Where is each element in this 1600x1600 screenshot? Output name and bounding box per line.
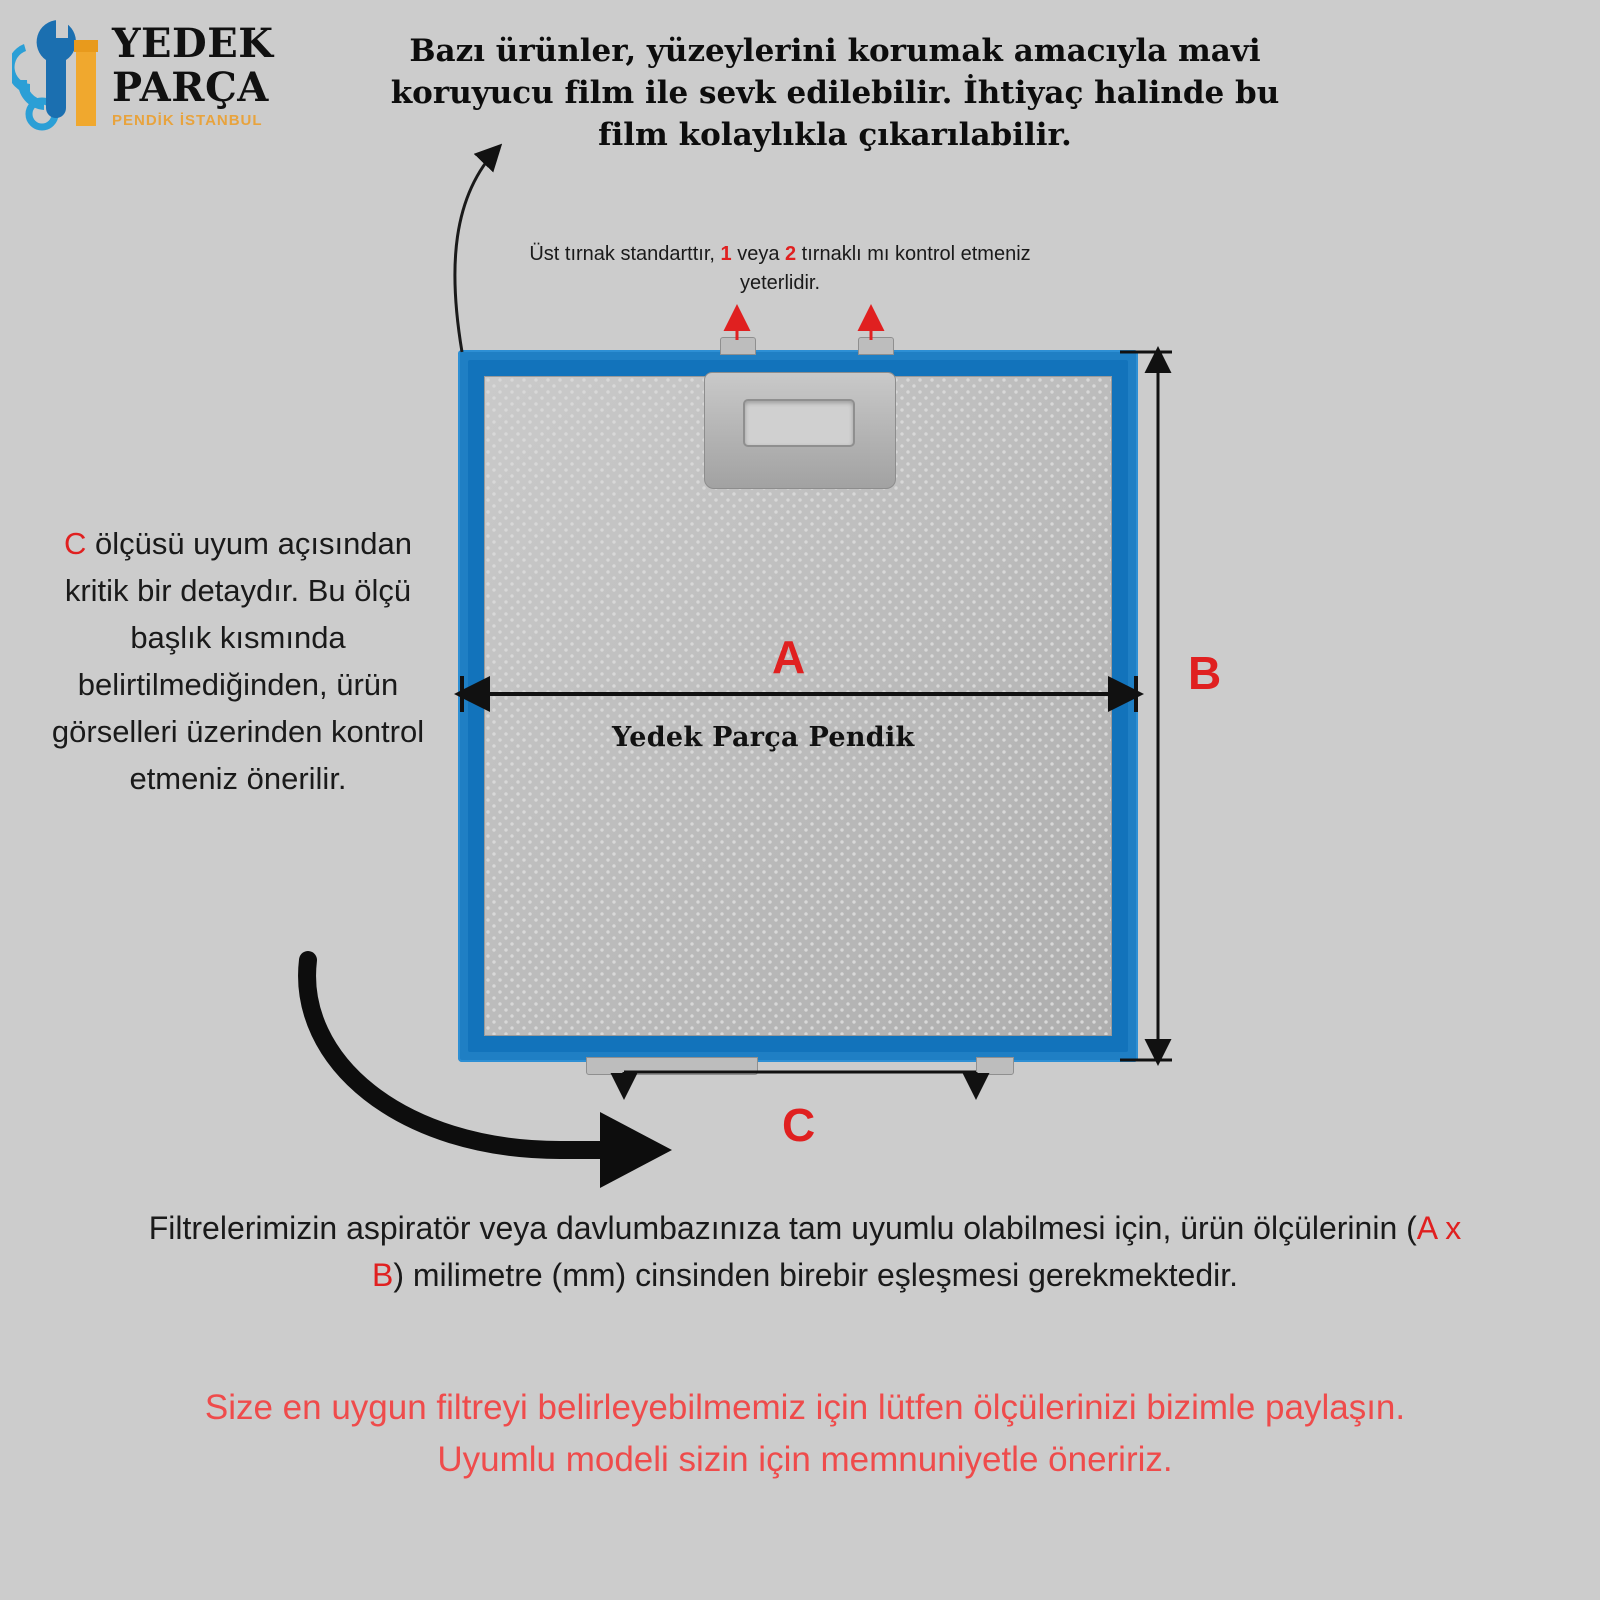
heading-curved-arrow [455,148,498,352]
left-note-big-arrowhead [600,1112,672,1188]
tab-note-part3: tırnaklı mı kontrol etmeniz yeterlidir. [739,243,1031,294]
filter-illustration [458,350,1138,1062]
bottom-note-part2: ) milimetre (mm) cinsinden birebir eşleşmesi gerekmektedir. [393,1257,1238,1293]
bottom-tab-2 [976,1057,1014,1075]
bottom-red-note: Size en uygun filtreyi belirleyebilmemiz için lütfen ölçülerinizi bizimle paylaşın. Uyumlu modeli sizin için memnuniyetle öneririz. [204,1388,1406,1479]
left-note [28,520,448,802]
brand-logo [8,8,308,148]
dimension-label-b: B [1188,647,1222,699]
tab-note-num2: 2 [785,243,797,265]
tab-note-part1: Üst tırnak standarttır, [529,243,721,265]
logo-text-block [112,22,312,129]
top-tab-2 [858,337,894,355]
bottom-note [130,1205,1480,1299]
watermark-text: Yedek Parça Pendik [612,722,915,753]
logo-line-2: PARÇA [112,64,269,111]
bottom-note-ab: A x B [371,1210,1462,1293]
logo-line-1: YEDEK [112,20,274,67]
left-note-c-label: C [63,526,87,561]
filter-handle-slot [743,399,855,447]
bottom-note-part1: Filtrelerimizin aspiratör veya davlumbazınıza tam uyumlu olabilmesi için, ürün ölçülerinin ( [148,1210,1417,1246]
dimension-label-a: A [772,631,806,683]
left-note-text: ölçüsü uyum açısından kritik bir detaydır. Bu ölçü başlık kısmında belirtilmediğinden, ürün görselleri üzerinden kontrol etmeniz önerilir. [51,526,425,796]
dimension-label-c: C [782,1099,816,1151]
logo-subtitle: PENDİK İSTANBUL [112,112,263,129]
tab-note [520,240,1040,298]
filter-handle [704,372,896,489]
bottom-tab-1 [586,1057,758,1075]
wrench-gear-logo-icon [12,14,112,134]
top-heading: Bazı ürünler, yüzeylerini korumak amacıyla mavi koruyucu film ile sevk edilebilir. İhtiyaç halinde bu film kolaylıkla çıkarılabilir. [390,33,1280,153]
tab-note-num1: 1 [720,243,732,265]
tab-note-part2: veya [731,243,785,265]
top-tab-1 [720,337,756,355]
